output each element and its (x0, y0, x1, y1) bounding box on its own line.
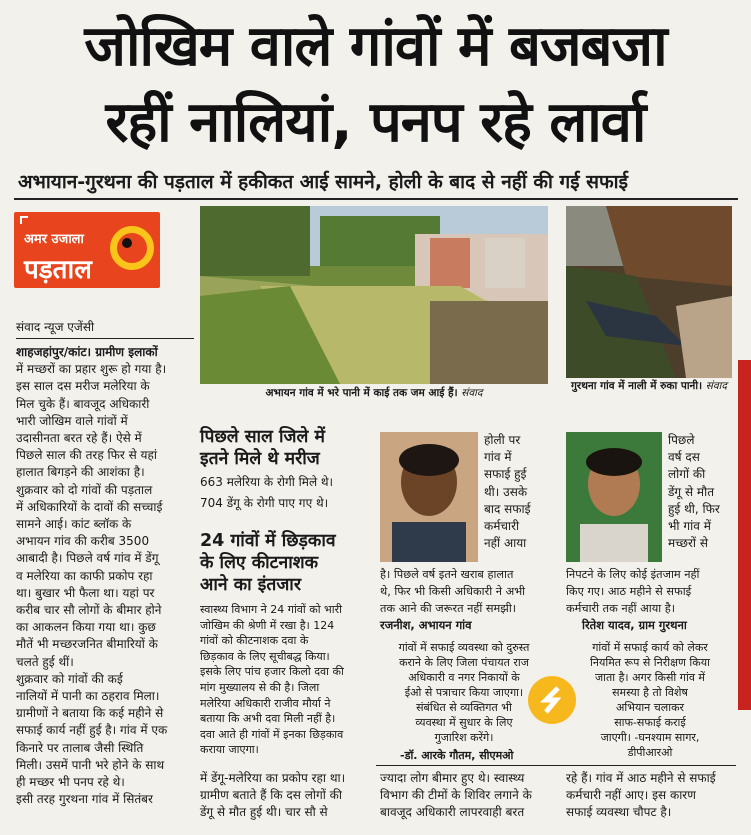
text-line: नालियों में पानी का ठहराव मिला। (16, 689, 160, 704)
text-line: बताया कि अभी दवा मिली नहीं है। (200, 712, 336, 726)
text-line: रहे हैं। गांव में आठ महीने से सफाई (566, 771, 716, 785)
text-line: चलते हुई थीं। (16, 654, 74, 669)
text-line: कर्मचारी (484, 519, 520, 534)
text-line: था। बुखार भी फैला था। यहां पर (16, 585, 155, 600)
text-line: गांवों को कीटनाशक दवा के (200, 634, 309, 648)
text-line: सफाई व्यवस्था चौपट है। (566, 805, 672, 820)
text-line: भी गांव में (668, 519, 711, 534)
text-line: होली पर (484, 433, 521, 447)
quote-cmo-author: -डॉ. आरके गौतम, सीएमओ (400, 749, 514, 762)
subheadline: अभायान-गुरथना की पड़ताल में हकीकत आई सामने, होली के बाद से नहीं की गई सफाई (18, 171, 628, 193)
logo-section: पड़ताल (24, 255, 92, 285)
text-line: लोगों की (668, 467, 706, 482)
text-line: मांग मुख्यालय से की है। जिला (200, 680, 320, 694)
agency-byline: संवाद न्यूज एजेंसी (16, 320, 95, 334)
text-line: बाद सफाई (484, 501, 531, 516)
logo-brand: अमर उजाला (24, 232, 84, 247)
text-line: नहीं आया (484, 536, 527, 551)
photo-gurthana-village-drain (566, 206, 732, 378)
quote-cmo (380, 640, 548, 745)
text-line: में डेंगू-मलेरिया का प्रकोप रहा था। (200, 771, 346, 785)
text-line: मलेरिया अधिकारी राजीव मौर्या ने (200, 696, 331, 710)
main-article-column (16, 344, 194, 808)
text-line: जोखिम की श्रेणी में रखा है। 124 (200, 618, 335, 632)
text-line: संबंधित से व्यक्तिगत भी (416, 701, 512, 714)
text-line: विभाग की टीमों के शिविर लगाने के (380, 788, 532, 803)
text-line: का आकलन किया गया था। कुछ (16, 620, 156, 635)
text-line: पिछले (668, 433, 695, 447)
text-line: गांव में (484, 450, 512, 465)
text-line: मच्छरों से (668, 536, 708, 551)
text-line: व्यवस्था में सुधार के लिए (415, 716, 513, 729)
article-continuation (200, 770, 372, 822)
text-line: गांवों में सफाई व्यवस्था को दुरुस्त (398, 641, 530, 654)
text-line: स्वास्थ्य विभाग ने 24 गांवों को भारी (200, 603, 342, 616)
person1-name: रजनीश, अभायन गांव (380, 618, 472, 632)
person2-name: रितेश यादव, ग्राम गुरथना (582, 618, 687, 632)
text-line: किनारे पर तालाब जैसी स्थिति (16, 740, 144, 755)
person2-quote (566, 566, 734, 618)
text-line: डीपीआरओ (627, 746, 673, 759)
text-line: जाएगी। -घनश्याम सागर, (600, 731, 700, 744)
text-line: शाहजहांपुर/कांट। ग्रामीण इलाकों (16, 345, 158, 359)
photo-abhayan-village-drain (200, 206, 548, 384)
text-line: मौतें भी मच्छरजनित बीमारियों के (16, 637, 158, 652)
photo2-caption: गुरथना गांव में नाली में रुका पानी। संवाद (571, 380, 727, 392)
text-line: अभायन गांव की करीब 3500 (16, 534, 150, 549)
text-line: छिड़काव के लिए सूचीबद्ध किया। (200, 649, 330, 663)
person2-quote-side (668, 432, 734, 552)
text-line: तक आने की जरूरत नहीं समझी। (380, 602, 517, 616)
photo1-caption: अभायन गांव में भरे पानी में काई तक जम आई हैं। संवाद (265, 387, 483, 399)
text-line: डेंगू से मौत हुई थी। चार सौ से (200, 805, 328, 820)
text-line: करीब चार सौ लोगों के बीमार होने (16, 603, 162, 618)
text-line: गुजारिश करेंगे। (434, 731, 494, 744)
text-line: डेंगू से मौत (668, 484, 715, 499)
box-last-year-patients: पिछले साल जिले में इतने मिले थे मरीज 663 मलेरिया के रोगी मिले थे। 704 डेंगू के रोगी पाए गए थे। (200, 427, 334, 511)
text-line: कर्मचारी तक नहीं आया है। (566, 602, 676, 616)
adjacent-page-strip (738, 360, 751, 710)
text-line: नियमित रूप से निरीक्षण किया (590, 656, 710, 669)
text-line: मिली। उसमें पानी भरे होने के साथ (16, 757, 165, 772)
text-line: मिल चुके हैं। बावजूद अधिकारी (16, 396, 150, 411)
text-line: कराने के लिए जिला पंचायत राज (399, 656, 529, 669)
text-line: निपटने के लिए कोई इंतजाम नहीं (566, 568, 700, 581)
text-line: ही मच्छर भी पनप रहे थे। (16, 775, 125, 790)
text-line: किए गए। आठ महीने से सफाई (566, 585, 692, 599)
text-line: थे, फिर भी किसी अधिकारी ने अभी (380, 585, 526, 599)
text-line: गांवों में सफाई कार्य को लेकर (592, 641, 708, 654)
text-line: साफ-सफाई कराई (614, 716, 686, 729)
text-line: थी। उसके (484, 484, 528, 499)
text-line: में मच्छरों का प्रहार शुरू हो गया है। (16, 362, 167, 377)
text-line: व मलेरिया का काफी प्रकोप रहा (16, 568, 153, 583)
text-line: ज्यादा लोग बीमार हुए थे। स्वास्थ्य (380, 771, 525, 785)
text-line: हुई थी, फिर (668, 501, 720, 516)
photo-rajneesh (380, 432, 478, 562)
text-line: शुक्रवार को गांवों की कई (16, 671, 123, 686)
text-line: बावजूद अधिकारी लापरवाही बरत (380, 805, 525, 820)
text-line: ईओ से पत्राचार किया जाएगा। (404, 686, 524, 699)
text-line: दवा आते ही गांवों में इनका छिड़काव (200, 727, 344, 741)
headline-line-1: जोखिम वाले गांवों में बजबजा (84, 14, 667, 79)
text-line: ग्रामीणों ने बताया कि कई महीने से (16, 706, 164, 721)
text-line: ग्रामीण बताते हैं कि दस लोगों की (200, 788, 342, 803)
headline-line-2: रहीं नालियां, पनप रहे लार्वा (105, 90, 646, 155)
text-line: आबादी है। पिछले वर्ष गांव में डेंगू (16, 551, 159, 566)
text-line: सामने आई। कांट ब्लॉक के (16, 517, 132, 532)
text-line: हालात बिगड़ने की आशंका है। (16, 465, 145, 480)
quote-dpro (566, 640, 734, 760)
text-line: कराया जाएगा। (200, 743, 259, 757)
text-line: कर्मचारी नहीं आए। इस कारण (566, 788, 696, 803)
text-line: इसके लिए पांच हजार किलो दवा की (200, 665, 344, 679)
text-line: उदासीनता बरत रहे हैं। ऐसे में (16, 431, 142, 446)
photo-ritesh-yadav (566, 432, 662, 562)
person1-quote (380, 566, 550, 618)
article-continuation-3 (566, 770, 736, 822)
text-line: जाता है। अगर किसी गांव में (594, 671, 706, 684)
divider (14, 198, 738, 200)
text-line: शुक्रवार को दो गांवों की पड़ताल (16, 482, 153, 497)
text-line: पिछले साल की तरह फिर से यहां (16, 448, 157, 463)
text-line: सफाई कार्य नहीं हुई है। गांव में एक (16, 723, 168, 738)
article-continuation-2 (380, 770, 552, 822)
box-insecticide-wait: 24 गांवों में छिड़काव के लिए कीटनाशक आने का इंतजार स्वास्थ्य विभाग ने 24 गांवों को भारी जोखिम की श्रेणी में रखा है। 124 गांवों को कीटनाशक दवा के छिड़काव के लिए सूचीबद्ध किया। इसके लिए पांच हजार किलो दवा की मांग मुख्यालय से की है। जिला मलेरिया अधिकारी राजीव मौर्या ने बताया कि अभी दवा मिली नहीं है। दवा आते ही गांवों में इनका छिड़काव कराया जाएगा। (200, 530, 372, 758)
text-line: समस्या है तो विशेष (612, 686, 688, 699)
text-line: भारी जोखिम वाले गांवों में (16, 413, 128, 428)
text-line: अधिकारी व नगर निकायों के (408, 671, 520, 684)
text-line: इस साल दस मरीज मलेरिया के (16, 379, 150, 394)
amar-ujala-padtal-logo (14, 212, 160, 288)
text-line: इसी तरह गुरथना गांव में सितंबर (16, 792, 153, 807)
text-line: सफाई हुई (484, 467, 527, 482)
text-line: में अधिकारियों के दावों की सच्चाई (16, 499, 163, 514)
text-line: है। पिछले वर्ष इतने खराब हालात (380, 568, 514, 581)
person1-quote-side (484, 432, 548, 552)
text-line: वर्ष दस (668, 450, 700, 465)
text-line: अभियान चलाकर (615, 701, 685, 714)
